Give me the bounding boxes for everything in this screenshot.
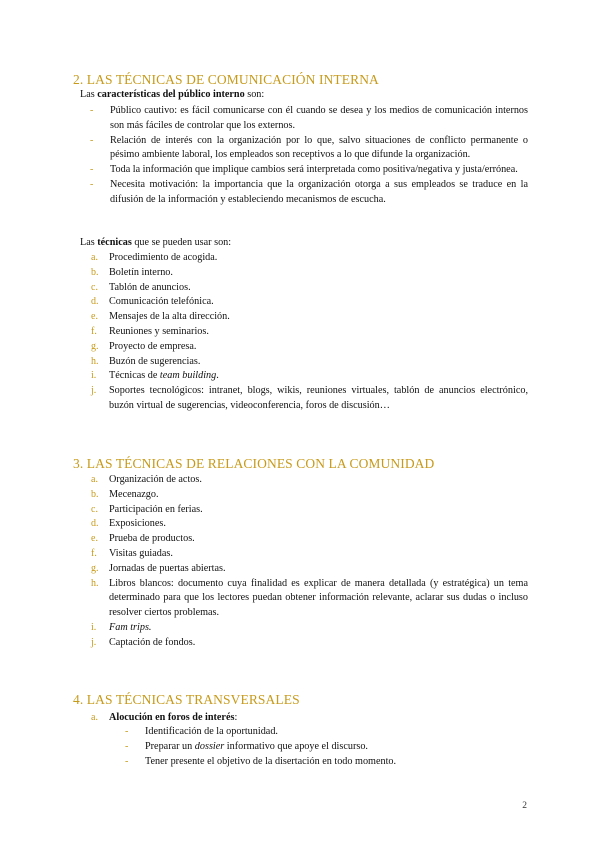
list-item-text: Mecenazgo. (109, 488, 159, 500)
letter-marker: h. (91, 577, 99, 589)
intro-bold: características del público interno (97, 89, 245, 100)
section-3-heading: 3. LAS TÉCNICAS DE RELACIONES CON LA COMUNIDAD (73, 456, 435, 471)
dash-marker: - (90, 178, 94, 190)
list-item-text: Visitas guiadas. (109, 547, 173, 559)
list-item-text: Necesita motivación: la importancia que la organización otorga a sus empleados se traduce en la difusión de la información y estableciendo mecanismos de escucha. (110, 178, 528, 205)
list-item-text: Jornadas de puertas abiertas. (109, 562, 226, 574)
list-item-text: Buzón de sugerencias. (109, 355, 201, 367)
letter-marker: d. (91, 518, 99, 530)
list-item-text: Participación en ferias. (109, 503, 203, 515)
list-item (91, 310, 528, 325)
list-item-text: Comunicación telefónica. (109, 296, 214, 308)
letter-marker: c. (91, 503, 98, 515)
list-item-emphasis: dossier (194, 740, 225, 752)
list-item (90, 104, 528, 134)
list-item-text: Público cautivo: es fácil comunicarse con él cuando se desea y los medios de comunicación internos son más fáciles de controlar que los externos. (110, 105, 528, 131)
intro-bold: técnicas (97, 237, 132, 248)
list-item-colon: : (234, 712, 238, 723)
list-item (91, 266, 528, 281)
list-item (91, 577, 528, 621)
list-item-text: Identificación de la oportunidad. (145, 726, 278, 737)
list-item-text: Mensajes de la alta dirección. (109, 311, 230, 323)
dash-marker: - (90, 105, 94, 116)
list-item (91, 532, 528, 547)
list-item (91, 369, 528, 384)
list-item-text: Tablón de anuncios. (109, 281, 191, 293)
list-item (91, 473, 528, 488)
list-item-text: Captación de fondos. (109, 636, 196, 648)
list-item (91, 340, 528, 355)
list-item (91, 325, 528, 340)
list-item (91, 384, 528, 414)
letter-marker: f. (91, 547, 97, 559)
intro-text: Las (80, 89, 98, 100)
letter-marker: h. (91, 355, 99, 367)
list-item (91, 517, 528, 532)
list-item (91, 562, 528, 577)
list-item-text-end: . (216, 370, 219, 382)
list-item-text: Organización de actos. (109, 474, 202, 485)
list-item-text: Relación de interés con la organización por lo que, salvo situaciones de conflicto permanente o pésimo ambiente laboral, los empleados son receptivos a lo que difunde la organización. (110, 134, 528, 161)
community-techniques-list (91, 473, 528, 651)
list-item (91, 711, 528, 726)
list-item-text: Libros blancos: documento cuya finalidad es explicar de manera detallada (y estratégica) un tema determinado para que los lectores puedan obtener información relevante, aclarar sus dudas o incluso resolver ciertos problemas. (109, 577, 528, 619)
list-item (91, 636, 528, 651)
list-item-text: Tener presente el objetivo de la disertación en todo momento. (145, 755, 397, 767)
letter-marker: g. (91, 562, 99, 574)
list-item (91, 281, 528, 296)
list-item-title: Alocución en foros de interés (109, 712, 235, 723)
letter-marker: b. (91, 488, 99, 500)
list-item-text: Técnicas de (109, 370, 160, 382)
dash-marker: - (125, 726, 129, 737)
letter-marker: d. (91, 296, 99, 308)
section-2-heading: 2. LAS TÉCNICAS DE COMUNICACIÓN INTERNA (73, 72, 379, 87)
letter-marker: i. (91, 370, 97, 382)
internal-techniques-list (91, 251, 528, 414)
public-characteristics-list (90, 104, 528, 208)
list-item (125, 725, 528, 740)
list-item (91, 355, 528, 370)
letter-marker: g. (91, 340, 99, 352)
techniques-intro (80, 237, 231, 248)
intro-text-end: son: (244, 89, 265, 100)
list-item (90, 163, 528, 178)
letter-marker: f. (91, 325, 97, 337)
letter-marker: e. (91, 311, 98, 323)
forum-speech-sublist (125, 725, 528, 769)
list-item-text: Boletín interno. (109, 266, 173, 278)
list-item (91, 488, 528, 503)
letter-marker: j. (91, 385, 97, 397)
list-item-text-end: informativo que apoye el discurso. (224, 740, 368, 752)
list-item-text: Proyecto de empresa. (109, 340, 197, 352)
transversal-techniques-list (91, 711, 528, 726)
list-item (91, 251, 528, 266)
list-item-emphasis: team building (159, 370, 217, 382)
dash-marker: - (90, 134, 94, 146)
list-item-text: Soportes tecnológicos: intranet, blogs, wikis, reuniones virtuales, tablón de anuncios electrónico, buzón virtual de sugerencias, videoconferencia, foros de discusión… (109, 385, 528, 411)
dash-marker: - (125, 755, 129, 767)
letter-marker: c. (91, 281, 98, 293)
letter-marker: i. (91, 621, 97, 633)
list-item-text: Preparar un (145, 740, 195, 752)
list-item-text: Exposiciones. (109, 518, 166, 530)
list-item-text: Procedimiento de acogida. (109, 252, 218, 263)
list-item (125, 755, 528, 770)
list-item (91, 503, 528, 518)
letter-marker: j. (91, 636, 97, 648)
dash-marker: - (90, 164, 94, 176)
list-item (91, 621, 528, 636)
letter-marker: a. (91, 474, 98, 485)
list-item-text: Reuniones y seminarios. (109, 325, 209, 337)
dash-marker: - (125, 740, 129, 752)
letter-marker: b. (91, 266, 99, 278)
list-item-emphasis: Fam trips. (109, 621, 152, 633)
list-item (90, 178, 528, 208)
list-item (91, 547, 528, 562)
list-item (125, 740, 528, 755)
page-number: 2 (522, 801, 527, 811)
section-2-intro (80, 89, 264, 100)
list-item-text: Toda la información que implique cambios será interpretada como positiva/negativa y justa/errónea. (110, 164, 518, 176)
letter-marker: a. (91, 712, 98, 723)
intro-text-end: que se pueden usar son: (131, 237, 232, 248)
intro-text: Las (80, 237, 98, 248)
list-item (91, 295, 528, 310)
letter-marker: a. (91, 252, 98, 263)
section-4-heading: 4. LAS TÉCNICAS TRANSVERSALES (73, 692, 300, 707)
list-item (90, 134, 528, 164)
list-item-text: Prueba de productos. (109, 533, 195, 545)
letter-marker: e. (91, 533, 98, 545)
